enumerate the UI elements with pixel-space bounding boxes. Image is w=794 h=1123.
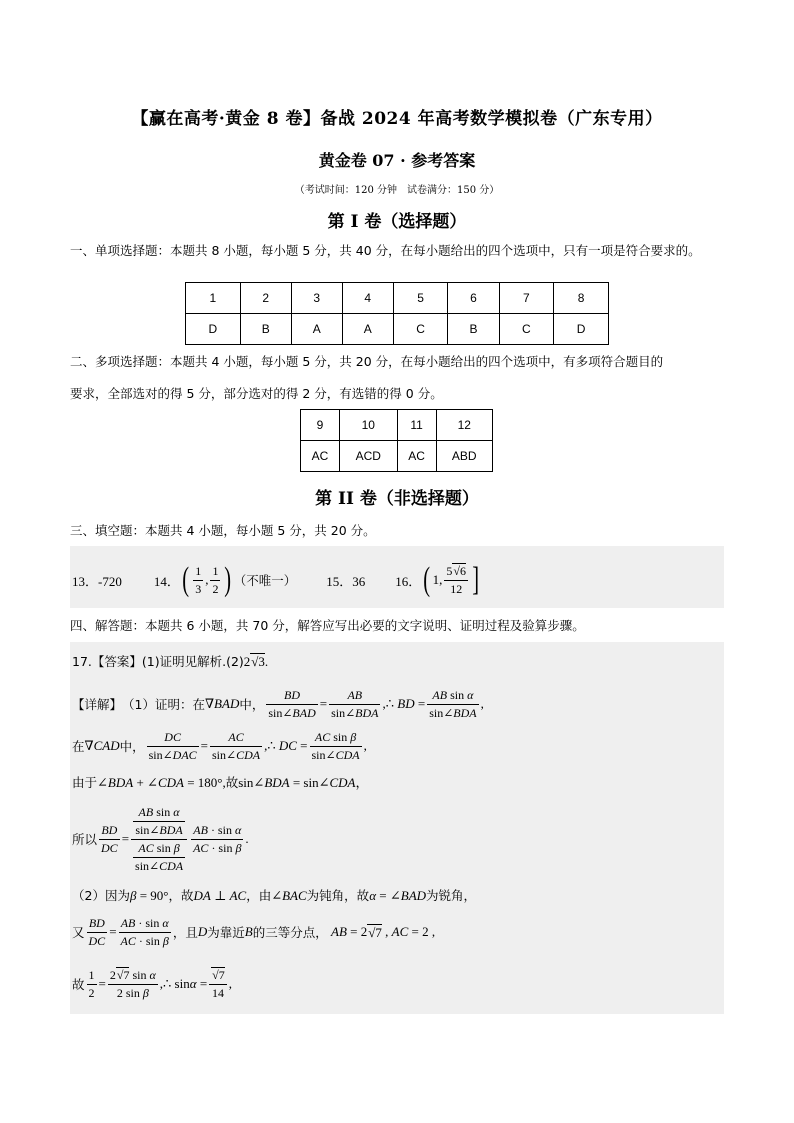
detail-line-2: 在 ∇CAD 中， $\frac{DC}{\text{sin∠DAC}}$ = $\frac{AC}{\text{sin∠CDA}}$ ,∴ DC = $\frac{\text{AC sin β}}{\text{sin∠CDA}}$ , bbox=[72, 729, 367, 762]
answer-cell: C bbox=[499, 314, 554, 345]
detail-line-5: （2）因为β = 90°，故DA ⊥ AC，由∠BAC为钝角，故α = ∠BAD为锐角， bbox=[72, 888, 477, 903]
document-title: 【赢在高考·黄金 8 卷】备战 2024 年高考数学模拟卷（广东专用） bbox=[131, 109, 663, 129]
exam-info: （考试时间：120 分钟 试卷满分：150 分） bbox=[294, 185, 500, 196]
answer-cell: B bbox=[240, 314, 291, 345]
math-fraction: $\frac{\text{2√7 sin α}}{\text{2 sin β}}$ bbox=[109, 967, 156, 1000]
detail-text: 又 bbox=[72, 925, 85, 940]
detail-line-6: 又 $\frac{BD}{DC}$ = $\frac{\text{AB · sin α}}{\text{AC · sin β}}$ ，且 D 为靠近 B 的三等分点， AB = 2 √7 , AC = 2 , bbox=[72, 915, 436, 948]
detail-text: 由于 bbox=[72, 775, 98, 790]
q17-answer-label: 17.【答案】 bbox=[72, 654, 142, 669]
answer-15: 15．36 bbox=[326, 573, 366, 589]
math-fraction: $\frac{DC}{\text{sin∠DAC}}$ bbox=[148, 729, 197, 762]
answer-cell: A bbox=[342, 314, 393, 345]
answer-14-note: （不唯一） bbox=[233, 573, 297, 588]
close-paren-glyph: ) bbox=[224, 561, 232, 598]
detail-text: ，由 bbox=[246, 888, 272, 903]
q17-answer-line: 17.【答案】(1)证明见解析.(2)2√3. bbox=[72, 654, 269, 669]
answer-cell: D bbox=[186, 314, 241, 345]
fill-blank-answers-line: 13．-720 14． ( $\frac{1}{3}$ , $\frac{1}{2}$ ) （不唯一） 15．36 16． ( 1, $\frac{5√6}{12}$ ] bbox=[72, 561, 480, 598]
answer-cell: C bbox=[393, 314, 448, 345]
detail-text: 中， bbox=[119, 739, 145, 754]
triangle-label: ∇BAD bbox=[204, 696, 240, 711]
detail-text: （1）证明：在 bbox=[122, 697, 205, 712]
question-number-cell: 7 bbox=[499, 283, 554, 314]
answer-16-label: 16． bbox=[395, 573, 422, 589]
math-fraction: $\frac{AB}{\text{sin∠BDA}}$ bbox=[331, 687, 379, 720]
detail-text: 为靠近 bbox=[207, 925, 245, 940]
detail-text: （2）因为 bbox=[72, 888, 130, 903]
single-choice-answer-table bbox=[185, 282, 609, 345]
question-number-cell: 10 bbox=[339, 410, 397, 441]
math-fraction: $\frac{\text{AB · sin α}}{\text{AC · sin β}}$ bbox=[193, 822, 242, 855]
detail-line-1: 【详解】 （1）证明：在 ∇BAD 中， $\frac{BD}{\text{sin∠BAD}}$ = $\frac{AB}{\text{sin∠BDA}}$ ,∴ BD = $\frac{\text{AB sin α}}{\text{sin∠BDA}}$ , bbox=[72, 687, 484, 720]
answer-cell: B bbox=[448, 314, 499, 345]
fraction-one-third: $\frac{1}{3}$ bbox=[195, 563, 202, 596]
math-fraction: $\frac{AC}{\text{sin∠CDA}}$ bbox=[212, 729, 261, 762]
table-row bbox=[186, 314, 609, 345]
detail-text: 中， bbox=[239, 697, 265, 712]
close-bracket-glyph: ] bbox=[472, 561, 480, 598]
table-row bbox=[301, 441, 493, 472]
detail-text: 故 bbox=[72, 977, 85, 992]
document-subtitle: 黄金卷 07 · 参考答案 bbox=[318, 151, 476, 170]
fill-blank-instruction: 三、填空题：本题共 4 小题，每小题 5 分，共 20 分。 bbox=[70, 523, 376, 538]
open-paren-glyph: ( bbox=[423, 561, 431, 598]
detail-line-4: 所以 $\frac{BD}{DC}$ = $\frac{\frac{\text{AB sin α}}{\text{sin∠BDA}}}{\frac{\text{AC sin β}}{\text{sin∠CDA}}}$ $\frac{\text{AB · sin α}}{\text{AC · sin β}}$ . bbox=[72, 804, 249, 873]
single-choice-instruction: 一、单项选择题：本题共 8 小题，每小题 5 分，共 40 分，在每小题给出的四个选项中，只有一项是符合要求的。 bbox=[70, 243, 701, 258]
detail-text: 故 bbox=[225, 775, 239, 790]
answer-cell: ACD bbox=[339, 441, 397, 472]
open-paren-glyph: ( bbox=[182, 561, 189, 598]
question-number-cell: 8 bbox=[554, 283, 609, 314]
fraction-five-root6-over-12: $\frac{5√6}{12}$ bbox=[446, 563, 466, 596]
multi-choice-instruction-line2: 要求，全部选对的得 5 分，部分选对的得 2 分，有选错的得 0 分。 bbox=[70, 386, 443, 401]
math-fraction: $\frac{\text{AB sin α}}{\text{sin∠BDA}}$ bbox=[429, 687, 477, 720]
multi-choice-answer-table bbox=[300, 409, 493, 472]
answer-cell: D bbox=[554, 314, 609, 345]
question-number-cell: 11 bbox=[397, 410, 436, 441]
question-number-cell: 1 bbox=[186, 283, 241, 314]
part2-title: 第 II 卷（非选择题） bbox=[315, 489, 479, 509]
detail-text: 为锐角， bbox=[426, 888, 477, 903]
math-fraction: $\frac{BD}{DC}$ bbox=[88, 915, 106, 948]
answer-cell: AC bbox=[397, 441, 436, 472]
q17-answer-text: (1)证明见解析.(2) bbox=[141, 654, 244, 669]
detail-text: ，且 bbox=[172, 925, 198, 940]
answer-cell: ABD bbox=[436, 441, 492, 472]
answer-cell: AC bbox=[301, 441, 340, 472]
detail-text: 在 bbox=[72, 739, 85, 754]
question-number-cell: 12 bbox=[436, 410, 492, 441]
math-fraction: $\frac{√7}{14}$ bbox=[209, 967, 227, 1002]
answer-14-label: 14． bbox=[153, 573, 180, 589]
question-number-cell: 9 bbox=[301, 410, 340, 441]
math-fraction: $\frac{\text{AB · sin α}}{\text{AC · sin β}}$ bbox=[120, 915, 169, 948]
detail-text: 为钝角，故 bbox=[306, 888, 370, 903]
answer-13: 13．-720 bbox=[72, 573, 122, 589]
detail-text: 所以 bbox=[72, 832, 98, 847]
table-row bbox=[301, 410, 493, 441]
triangle-label: ∇CAD bbox=[84, 738, 120, 753]
detail-line-7: 故 $\frac{1}{2}$ = $\frac{\text{2√7 sin α}}{\text{2 sin β}}$ ,∴ sin α = $\frac{√7}{14}$ , bbox=[72, 967, 232, 1000]
math-compound-fraction: $\frac{\frac{\text{AB sin α}}{\text{sin∠BDA}}}{\frac{\text{AC sin β}}{\text{sin∠CDA}}}$ bbox=[131, 804, 187, 875]
detail-text: ，故 bbox=[168, 888, 194, 903]
interval-left-value: 1, bbox=[432, 572, 443, 587]
question-number-cell: 5 bbox=[393, 283, 448, 314]
table-row bbox=[186, 283, 609, 314]
question-number-cell: 6 bbox=[448, 283, 499, 314]
math-fraction: $\frac{\text{AC sin β}}{\text{sin∠CDA}}$ bbox=[311, 729, 360, 762]
detail-line-3: 由于∠BDA + ∠CDA = 180°,故sin∠BDA = sin∠CDA， bbox=[72, 775, 369, 790]
math-fraction: $\frac{1}{2}$ bbox=[88, 967, 95, 1000]
question-number-cell: 3 bbox=[291, 283, 342, 314]
answer-cell: A bbox=[291, 314, 342, 345]
question-number-cell: 2 bbox=[240, 283, 291, 314]
multi-choice-instruction-line1: 二、多项选择题：本题共 4 小题，每小题 5 分，共 20 分，在每小题给出的四个选项中，有多项符合题目的 bbox=[70, 354, 664, 369]
solve-instruction: 四、解答题：本题共 6 小题，共 70 分，解答应写出必要的文字说明、证明过程及验算步骤。 bbox=[70, 618, 585, 633]
part1-title: 第 I 卷（选择题） bbox=[327, 212, 467, 232]
math-fraction: $\frac{BD}{DC}$ bbox=[101, 822, 118, 855]
detail-label: 【详解】 bbox=[72, 697, 123, 712]
question-number-cell: 4 bbox=[342, 283, 393, 314]
fraction-one-half: $\frac{1}{2}$ bbox=[212, 563, 219, 596]
math-fraction: $\frac{BD}{\text{sin∠BAD}}$ bbox=[268, 687, 316, 720]
detail-text: 的三等分点， bbox=[252, 925, 328, 940]
